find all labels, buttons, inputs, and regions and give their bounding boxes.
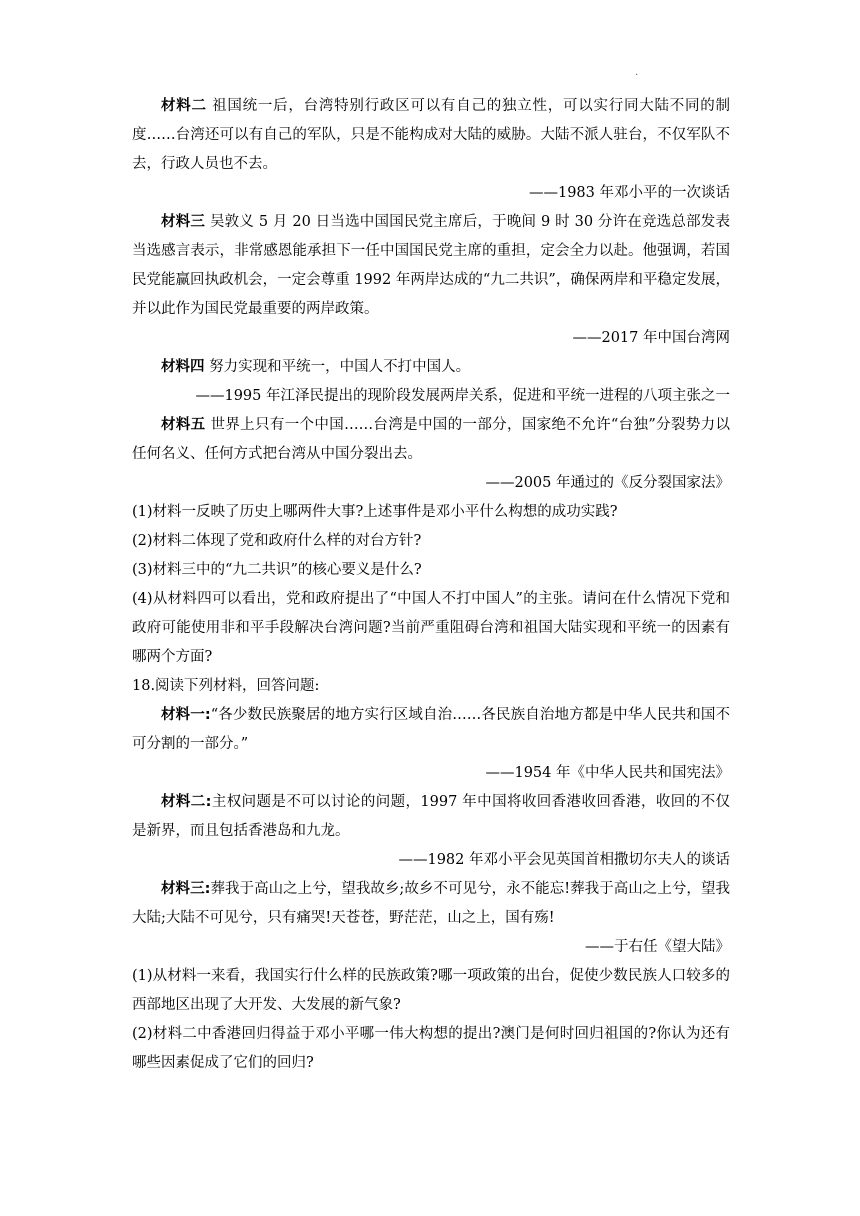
material-source: ——2005 年通过的《反分裂国家法》 [485,475,730,491]
material-source: ——2017 年中国台湾网 [572,330,730,346]
q18-material-1 [132,701,730,759]
material-source: ——1982 年邓小平会见英国首相撒切尔夫人的谈话 [398,852,730,868]
material-label: 材料三 [161,214,206,230]
material-source: ——1954 年《中华人民共和国宪法》 [485,765,730,781]
q18-question-2: (2)材料二中香港回归得益于邓小平哪一伟大构想的提出?澳门是何时回归祖国的?你认为还有哪些因素促成了它们的回归? [132,1026,730,1071]
q18-material-2 [132,788,730,846]
q18-question-1: (1)从材料一来看，我国实行什么样的民族政策?哪一项政策的出台，促使少数民族人口较多的西部地区出现了大开发、大发展的新气象? [132,968,730,1013]
material-text: “各少数民族聚居的地方实行区域自治……各民族自治地方都是中华人民共和国不可分割的一部分。” [132,707,730,752]
question-18-heading: 18.阅读下列材料，回答问题: [132,678,320,694]
material-text: 祖国统一后，台湾特别行政区可以有自己的独立性，可以实行同大陆不同的制度……台湾还可以有自己的军队，只是不能构成对大陆的威胁。大陆不派人驻台，不仅军队不去，行政人员也不去。 [132,98,731,172]
material-text: 世界上只有一个中国……台湾是中国的一部分，国家绝不允许“台独”分裂势力以任何名义、任何方式把台湾从中国分裂出去。 [132,417,730,462]
material-2 [132,92,730,179]
material-label: 材料五 [161,417,206,433]
question-1: (1)材料一反映了历史上哪两件大事?上述事件是邓小平什么构想的成功实践? [132,504,618,520]
material-text: 葬我于高山之上兮，望我故乡;故乡不可见兮，永不能忘!葬我于高山之上兮，望我大陆;大陆不可见兮，只有痛哭!天苍苍，野茫茫，山之上，国有殇! [132,881,730,926]
question-2: (2)材料二体现了党和政府什么样的对台方针? [132,533,422,549]
material-text: 主权问题是不可以讨论的问题，1997 年中国将收回香港收回香港，收回的不仅是新界，而且包括香港岛和九龙。 [132,794,730,839]
material-4 [132,353,730,382]
material-source: ——1983 年邓小平的一次谈话 [528,185,730,201]
q18-material-3 [132,875,730,933]
document-page [132,92,730,1078]
question-4: (4)从材料四可以看出，党和政府提出了“中国人不打中国人”的主张。请问在什么情况下党和政府可能使用非和平手段解决台湾问题?当前严重阻碍台湾和祖国大陆实现和平统一的因素有哪两个方面? [132,591,730,665]
material-source: ——1995 年江泽民提出的现阶段发展两岸关系，促进和平统一进程的八项主张之一 [195,388,730,404]
material-5 [132,411,730,469]
material-label: 材料一: [161,707,211,723]
material-label: 材料四 [161,359,205,375]
material-source: ——于右任《望大陆》 [585,939,730,955]
material-label: 材料二: [161,794,212,810]
material-3 [132,208,730,324]
material-text: 努力实现和平统一，中国人不打中国人。 [204,359,471,375]
question-3: (3)材料三中的“九二共识”的核心要义是什么? [132,562,422,578]
material-label: 材料三: [161,881,211,897]
corner-mark: · [635,70,639,81]
material-label: 材料二 [161,98,207,114]
material-text: 吴敦义 5 月 20 日当选中国国民党主席后，于晚间 9 时 30 分许在竞选总部发表当选感言表示，非常感恩能承担下一任中国国民党主席的重担，定会全力以赴。他强调，若国民党能赢回执政机会，一定会尊重 1992 年两岸达成的“九二共识”，确保两岸和平稳定发展，并以此作为国民党最重要的两岸政策。 [132,214,731,317]
